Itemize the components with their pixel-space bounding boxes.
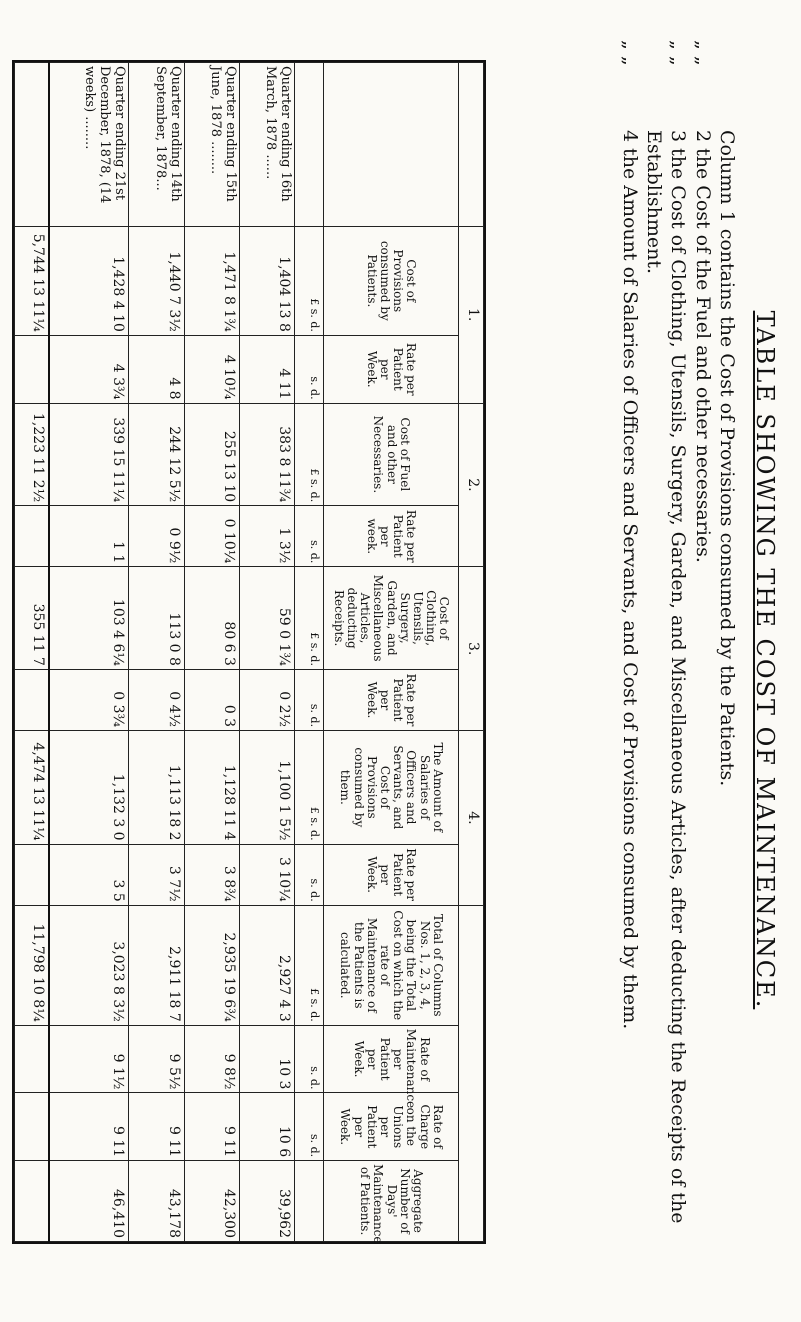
column-header: Rate per Patient per Week. [324, 844, 459, 905]
table-cell: 3,023 8 3½ [49, 905, 129, 1025]
column-number: 1. [459, 226, 484, 403]
unit-label: s. d. [295, 669, 324, 730]
table-cell: 1,132 3 0 [49, 731, 129, 845]
table-cell: 0 2½ [239, 669, 294, 730]
total-cell [15, 844, 49, 905]
column-header [324, 63, 459, 227]
table-cell: 1,128 11 4 [184, 731, 239, 845]
column-notes [617, 40, 739, 1280]
table-cell: 113 0 8 [129, 567, 184, 670]
column-number-row [459, 63, 484, 1242]
note-prefix: „ „ [667, 40, 690, 66]
column-header: Cost of Fuel and other Necessaries. [324, 403, 459, 506]
total-cell [15, 506, 49, 567]
column-header: Rate of Maintenance per Patient per Week. [324, 1025, 459, 1093]
total-cell: 4,474 13 11¼ [15, 731, 49, 845]
total-cell: 11,798 10 8¼ [15, 905, 49, 1025]
unit-label: s. d. [295, 1025, 324, 1093]
table-cell: 1,471 8 1¾ [184, 226, 239, 335]
table-cell: 46,410 [49, 1161, 129, 1242]
table-cell: 1,404 13 8 [239, 226, 294, 335]
table-cell: 1,428 4 10 [49, 226, 129, 335]
table-cell: 255 13 10 [184, 403, 239, 506]
table-cell: 0 10¼ [184, 506, 239, 567]
table-cell: 3 8¾ [184, 844, 239, 905]
table-cell: 9 1½ [49, 1025, 129, 1093]
column-header: Rate of Charge on the Unions per Patient per Week. [324, 1093, 459, 1161]
table-cell: 9 11 [129, 1093, 184, 1161]
period-label: Quarter ending 14th September, 1878... [129, 63, 184, 227]
table-cell: 383 8 11¾ [239, 403, 294, 506]
table-cell: 9 11 [49, 1093, 129, 1161]
table-cell: 1,113 18 2 [129, 731, 184, 845]
column-number: 2. [459, 403, 484, 567]
table-cell: 42,300 [184, 1161, 239, 1242]
table-row [49, 63, 129, 1242]
unit-label: s. d. [295, 335, 324, 403]
total-cell [15, 63, 49, 227]
period-label: Quarter ending 21st December, 1878, (14 weeks) ........ [49, 63, 129, 227]
table-cell: 3 7½ [129, 844, 184, 905]
unit-label: £ s. d. [295, 731, 324, 845]
unit-label: s. d. [295, 506, 324, 567]
unit-label [295, 63, 324, 227]
column-number: 4. [459, 731, 484, 906]
total-cell [15, 669, 49, 730]
table-cell: 0 3 [184, 669, 239, 730]
column-header: The Amount of Salaries of Officers and Servants, and Cost of Provisions consumed by them. [324, 731, 459, 845]
table-cell: 39,962 [239, 1161, 294, 1242]
column-header: Rate per Patient per week. [324, 506, 459, 567]
table-cell: 9 11 [184, 1093, 239, 1161]
table-cell: 1,100 1 5½ [239, 731, 294, 845]
table-cell: 3 10¼ [239, 844, 294, 905]
table-cell: 0 9½ [129, 506, 184, 567]
unit-label: £ s. d. [295, 905, 324, 1025]
column-header: Aggregate Number of Days' Maintenance of Patients. [324, 1161, 459, 1242]
column-header: Total of Columns Nos. 1, 2, 3, 4, being the Total Cost on which the rate of Maintenance of the Patients is calculated. [324, 905, 459, 1025]
period-label: Quarter ending 15th June, 1878 ........ [184, 63, 239, 227]
total-cell [15, 1093, 49, 1161]
total-cell: 5,744 13 11¼ [15, 226, 49, 335]
table-cell: 2,911 18 7 [129, 905, 184, 1025]
units-row [295, 63, 324, 1242]
column-header: Rate per Patient per Week. [324, 335, 459, 403]
unit-label: s. d. [295, 844, 324, 905]
table-cell: 339 15 11¼ [49, 403, 129, 506]
note-text: 3 the Cost of Clothing, Utensils, Surgery, Garden, and Miscellaneous Articles, after deducting the Receipts of the Establishment. [643, 130, 690, 1224]
total-cell [15, 335, 49, 403]
note-prefix: „ „ [618, 40, 641, 66]
unit-label: s. d. [295, 1093, 324, 1161]
unit-label: £ s. d. [295, 226, 324, 335]
note-1 [715, 40, 739, 1280]
note-2 [690, 40, 714, 1280]
total-cell: 1,223 11 2½ [15, 403, 49, 506]
table-cell: 1 1 [49, 506, 129, 567]
total-cell: 355 11 7 [15, 567, 49, 670]
unit-label: £ s. d. [295, 403, 324, 506]
note-text: 4 the Amount of Salaries of Officers and Servants, and Cost of Provisions consumed by them. [618, 130, 641, 1030]
table-cell: 103 4 6¼ [49, 567, 129, 670]
column-number-blank [459, 63, 484, 227]
total-cell [15, 1161, 49, 1242]
page-title: TABLE SHOWING THE COST OF MAINTENANCE. [751, 310, 779, 1010]
table-row [129, 63, 184, 1242]
note-prefix [715, 40, 739, 130]
unit-label: £ s. d. [295, 567, 324, 670]
unit-label [295, 1161, 324, 1242]
period-label: Quarter ending 16th March, 1878 ...... [239, 63, 294, 227]
column-header: Cost of Provisions consumed by Patients. [324, 226, 459, 335]
column-header: Cost of Clothing, Utensils, Surgery, Garden, and Miscellaneous Articles, deducting Receipts. [324, 567, 459, 670]
table-row [184, 63, 239, 1242]
table-cell: 9 5½ [129, 1025, 184, 1093]
note-text: Column 1 contains the Cost of Provisions consumed by the Patients. [716, 130, 738, 787]
table-cell: 59 0 1¾ [239, 567, 294, 670]
table-cell: 2,935 19 6¾ [184, 905, 239, 1025]
table-cell: 4 8 [129, 335, 184, 403]
note-prefix: „ „ [691, 40, 714, 66]
column-header: Rate per Patient per Week. [324, 669, 459, 730]
table-cell: 4 11 [239, 335, 294, 403]
table-cell: 244 12 5½ [129, 403, 184, 506]
table-cell: 4 10¼ [184, 335, 239, 403]
table-cell: 1 3½ [239, 506, 294, 567]
header-row [324, 63, 459, 1242]
note-4 [617, 40, 641, 1280]
table-cell: 9 8½ [184, 1025, 239, 1093]
table-row [239, 63, 294, 1242]
total-cell [15, 1025, 49, 1093]
column-number: 3. [459, 567, 484, 731]
table-cell: 2,927 4 3 [239, 905, 294, 1025]
note-text: 2 the Cost of the Fuel and other necessaries. [691, 130, 714, 563]
table-cell: 43,178 [129, 1161, 184, 1242]
table-cell: 10 3 [239, 1025, 294, 1093]
column-number-blank [459, 905, 484, 1241]
table-cell: 0 3¾ [49, 669, 129, 730]
table-cell: 80 6 3 [184, 567, 239, 670]
table-cell: 4 3¾ [49, 335, 129, 403]
table-cell: 0 4½ [129, 669, 184, 730]
total-row [15, 63, 49, 1242]
table-cell: 1,440 7 3½ [129, 226, 184, 335]
maintenance-table [12, 60, 486, 1244]
table-cell: 3 5 [49, 844, 129, 905]
table-cell: 10 6 [239, 1093, 294, 1161]
note-3 [642, 40, 691, 1280]
